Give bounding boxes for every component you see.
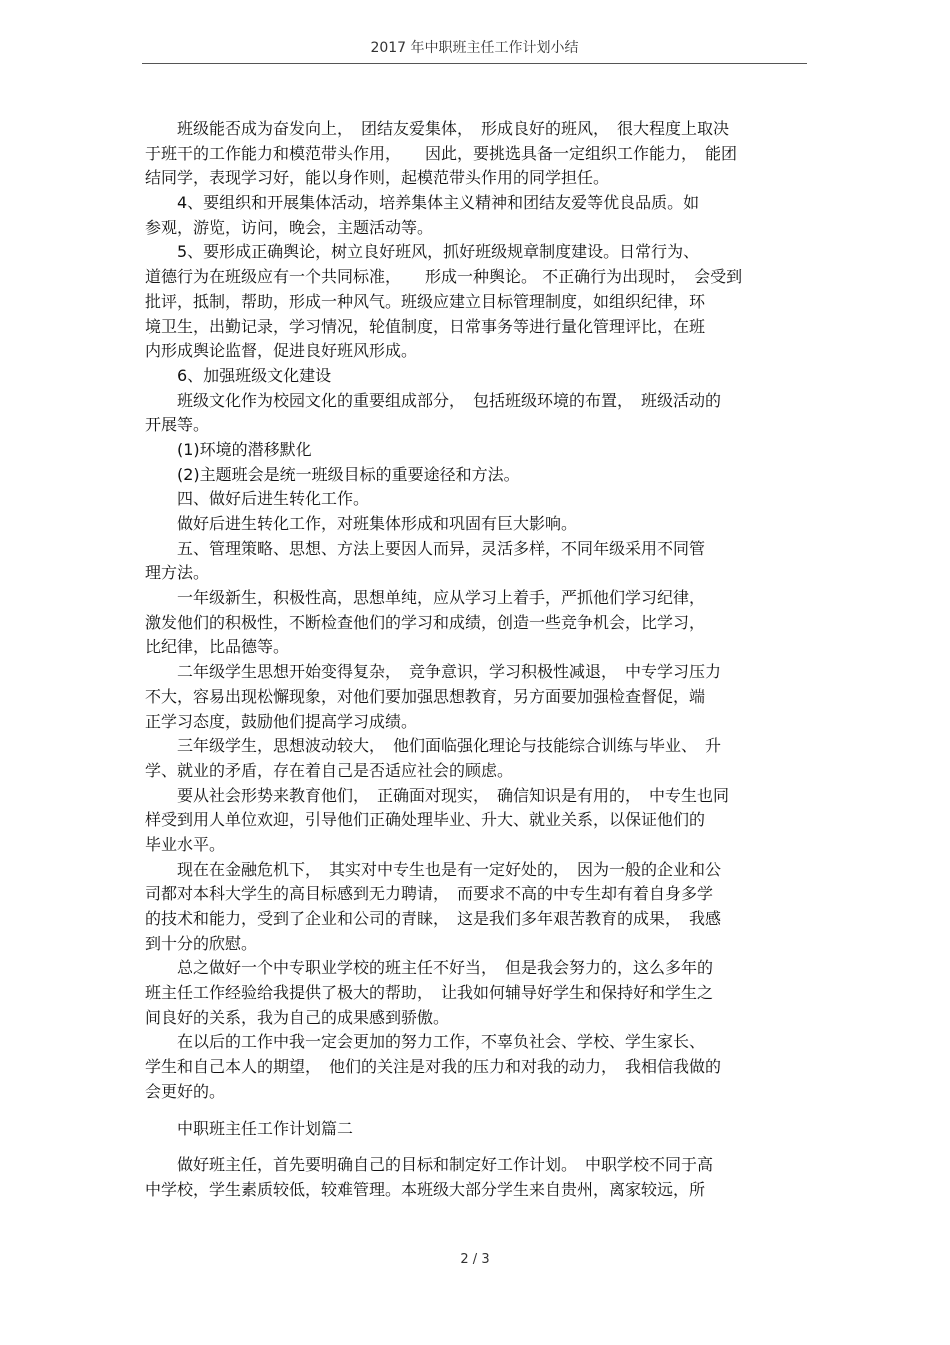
text-line: 开展等。 — [145, 415, 210, 435]
text-line: 一年级新生，积极性高，思想单纯，应从学习上着手，严抓他们学习纪律， — [145, 588, 706, 608]
text-line: 批评，抵制，帮助，形成一种风气。班级应建立目标管理制度，如组织纪律，环 — [145, 291, 706, 311]
text-line: 会更好的。 — [145, 1081, 226, 1101]
text-line: 的技术和能力，受到了企业和公司的青睐， 这是我们多年艰苦教育的成果， 我感 — [145, 909, 722, 928]
page-number: 2 / 3 — [460, 1252, 490, 1267]
section-title: 中职班主任工作计划篇二 — [145, 1118, 354, 1138]
text-line: 做好后进生转化工作，对班集体形成和巩固有巨大影响。 — [145, 514, 578, 533]
body-lines — [145, 117, 810, 1105]
text-line: 结同学，表现学习好，能以身作则，起模范带头作用的同学担任。 — [145, 168, 610, 188]
text-line: 4、要组织和开展集体活动，培养集体主义精神和团结友爱等优良品质。如 — [145, 193, 700, 213]
text-line: 做好班主任，首先要明确自己的目标和制定好工作计划。 中职学校不同于高 — [145, 1155, 714, 1175]
running-header: 2017 年中职班主任工作计划小结 — [370, 40, 579, 56]
text-line: 在以后的工作中我一定会更加的努力工作，不辜负社会、学校、学生家长、 — [145, 1032, 706, 1052]
text-line: 班主任工作经验给我提供了极大的帮助， 让我如何辅导好学生和保持好和学生之 — [145, 983, 714, 1003]
text-line: 理方法。 — [145, 563, 210, 583]
text-line: 激发他们的积极性，不断检查他们的学习和成绩，创造一些竞争机会，比学习， — [145, 612, 706, 632]
body-lines-section-2 — [145, 1153, 810, 1202]
text-line: 间良好的关系，我为自己的成果感到骄傲。 — [145, 1007, 450, 1027]
text-line: 6、加强班级文化建设 — [145, 365, 332, 385]
text-line: 于班干的工作能力和模范带头作用， 因此，要挑选具备一定组织工作能力， 能团 — [145, 143, 738, 163]
text-line: 正学习态度，鼓励他们提高学习成绩。 — [145, 711, 418, 731]
text-line: 现在在金融危机下， 其实对中专生也是有一定好处的， 因为一般的企业和公 — [145, 859, 722, 879]
text-line: 班级能否成为奋发向上， 团结友爱集体， 形成良好的班风， 很大程度上取决 — [145, 119, 730, 138]
text-line: 不大，容易出现松懈现象，对他们要加强思想教育，另方面要加强检查督促，端 — [145, 686, 706, 706]
text-line: 到十分的欣慰。 — [145, 933, 258, 953]
text-line: 毕业水平。 — [145, 834, 226, 854]
text-line: (1)环境的潜移默化 — [145, 439, 312, 459]
header-rule — [142, 63, 807, 64]
document-body — [145, 117, 810, 1203]
text-line: 二年级学生思想开始变得复杂， 竞争意识，学习积极性减退， 中专学习压力 — [145, 662, 722, 682]
text-line: 道德行为在班级应有一个共同标准， 形成一种舆论。 不正确行为出现时， 会受到 — [145, 267, 743, 287]
text-line: 四、做好后进生转化工作。 — [145, 489, 370, 509]
text-line: 三年级学生，思想波动较大， 他们面临强化理论与技能综合训练与毕业、 升 — [145, 736, 722, 756]
text-line: 比纪律，比品德等。 — [145, 637, 290, 657]
text-line: 学、就业的矛盾，存在着自己是否适应社会的顾虑。 — [145, 760, 514, 780]
text-line: 中学校，学生素质较低，较难管理。本班级大部分学生来自贵州，离家较远，所 — [145, 1179, 706, 1199]
text-line: 班级文化作为校园文化的重要组成部分， 包括班级环境的布置， 班级活动的 — [145, 390, 722, 410]
text-line: 总之做好一个中专职业学校的班主任不好当， 但是我会努力的，这么多年的 — [145, 958, 714, 978]
text-line: 五、管理策略、思想、方法上要因人而异，灵活多样，不同年级采用不同管 — [145, 538, 706, 558]
text-line: 境卫生，出勤记录，学习情况，轮值制度，日常事务等进行量化管理评比，在班 — [145, 316, 706, 336]
text-line: 5、要形成正确舆论，树立良好班风，抓好班级规章制度建设。日常行为、 — [145, 242, 700, 262]
text-line: 参观，游览，访问，晚会，主题活动等。 — [145, 217, 434, 237]
text-line: 内形成舆论监督，促进良好班风形成。 — [145, 341, 418, 361]
text-line: 司都对本科大学生的高目标感到无力聘请， 而要求不高的中专生却有着自身多学 — [145, 884, 714, 904]
text-line: 样受到用人单位欢迎，引导他们正确处理毕业、升大、就业关系，以保证他们的 — [145, 810, 706, 830]
text-line: 学生和自己本人的期望， 他们的关注是对我的压力和对我的动力， 我相信我做的 — [145, 1057, 722, 1077]
text-line: 要从社会形势来教育他们， 正确面对现实， 确信知识是有用的， 中专生也同 — [145, 785, 730, 805]
text-line: (2)主题班会是统一班级目标的重要途径和方法。 — [145, 464, 520, 484]
